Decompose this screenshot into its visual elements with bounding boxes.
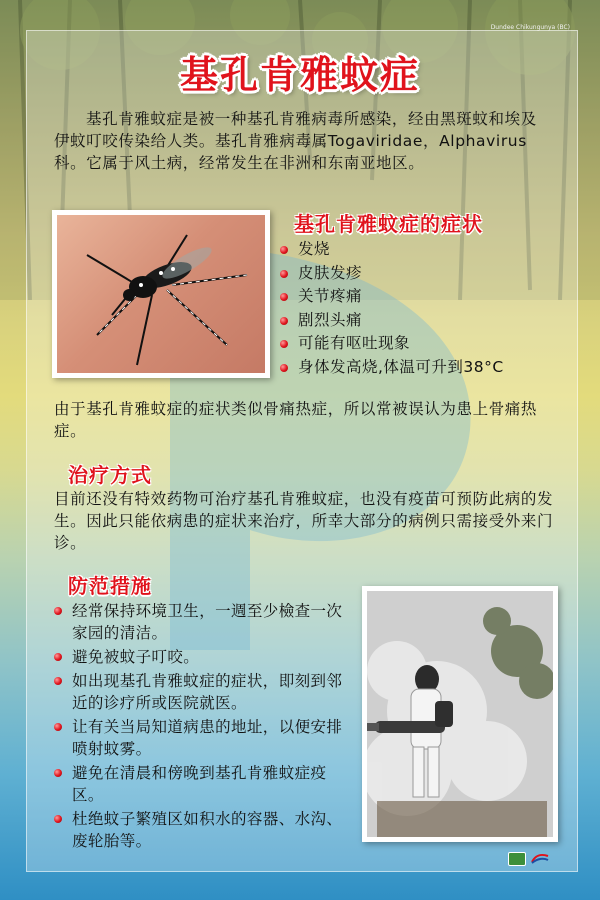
bullet-icon <box>54 677 62 685</box>
mosquito-photo <box>52 210 270 378</box>
list-item: 身体发高烧,体温可升到38°C <box>278 356 578 380</box>
bullet-icon <box>54 653 62 661</box>
list-item: 经常保持环境卫生，一週至少檢查一次家园的清洁。 <box>52 600 352 644</box>
bullet-icon <box>54 815 62 823</box>
sponsor-logos <box>508 852 552 866</box>
prevention-list <box>52 600 352 854</box>
misdiagnosis-note: 由于基孔肯雅蚊症的症状类似骨痛热症，所以常被误认为患上骨痛热症。 <box>54 400 538 440</box>
list-item: 可能有呕吐现象 <box>278 332 578 356</box>
list-item: 关节疼痛 <box>278 285 578 309</box>
list-item: 剧烈头痛 <box>278 309 578 333</box>
bullet-icon <box>280 246 288 254</box>
bullet-icon <box>280 293 288 301</box>
fogging-photo <box>362 586 558 842</box>
treatment-heading: 治疗方式 <box>68 463 152 487</box>
bullet-icon <box>280 270 288 278</box>
prevention-heading: 防范措施 <box>68 574 152 598</box>
list-item: 避免在清晨和傍晚到基孔肯雅蚊症疫区。 <box>52 762 352 806</box>
list-item: 如出现基孔肯雅蚊症的症状，即刻到邻近的诊疗所或医院就医。 <box>52 670 352 714</box>
list-item: 避免被蚊子叮咬。 <box>52 646 352 668</box>
partner-logo-icon <box>530 852 550 864</box>
list-item: 让有关当局知道病患的地址，以便安排喷射蚊雾。 <box>52 716 352 760</box>
list-item: 皮肤发疹 <box>278 262 578 286</box>
symptoms-list <box>278 238 578 379</box>
bullet-icon <box>54 607 62 615</box>
list-item: 发烧 <box>278 238 578 262</box>
bullet-icon <box>280 364 288 372</box>
list-item: 杜绝蚊子繁殖区如积水的容器、水沟、废轮胎等。 <box>52 808 352 852</box>
page-title: 基孔肯雅蚊症 <box>179 53 420 97</box>
photo-credit: Dundee Chikungunya (BC) <box>490 24 570 31</box>
treatment-paragraph: 目前还没有特效药物可治疗基孔肯雅蚊症，也没有疫苗可预防此病的发生。因此只能依病患的症状来治疗，所幸大部分的病例只需接受外来门诊。 <box>54 490 554 552</box>
symptoms-heading: 基孔肯雅蚊症的症状 <box>294 212 483 236</box>
intro-paragraph: 基孔肯雅蚊症是被一种基孔肯雅病毒所感染，经由黑斑蚊和埃及伊蚊叮咬传染给人类。基孔肯雅病毒属Togaviridae，Alphavirus科。它属于风土病，经常发生在非洲和东南亚地区。 <box>54 110 537 172</box>
bullet-icon <box>280 340 288 348</box>
ministry-logo-icon <box>508 852 526 866</box>
bullet-icon <box>54 769 62 777</box>
bullet-icon <box>54 723 62 731</box>
bullet-icon <box>280 317 288 325</box>
